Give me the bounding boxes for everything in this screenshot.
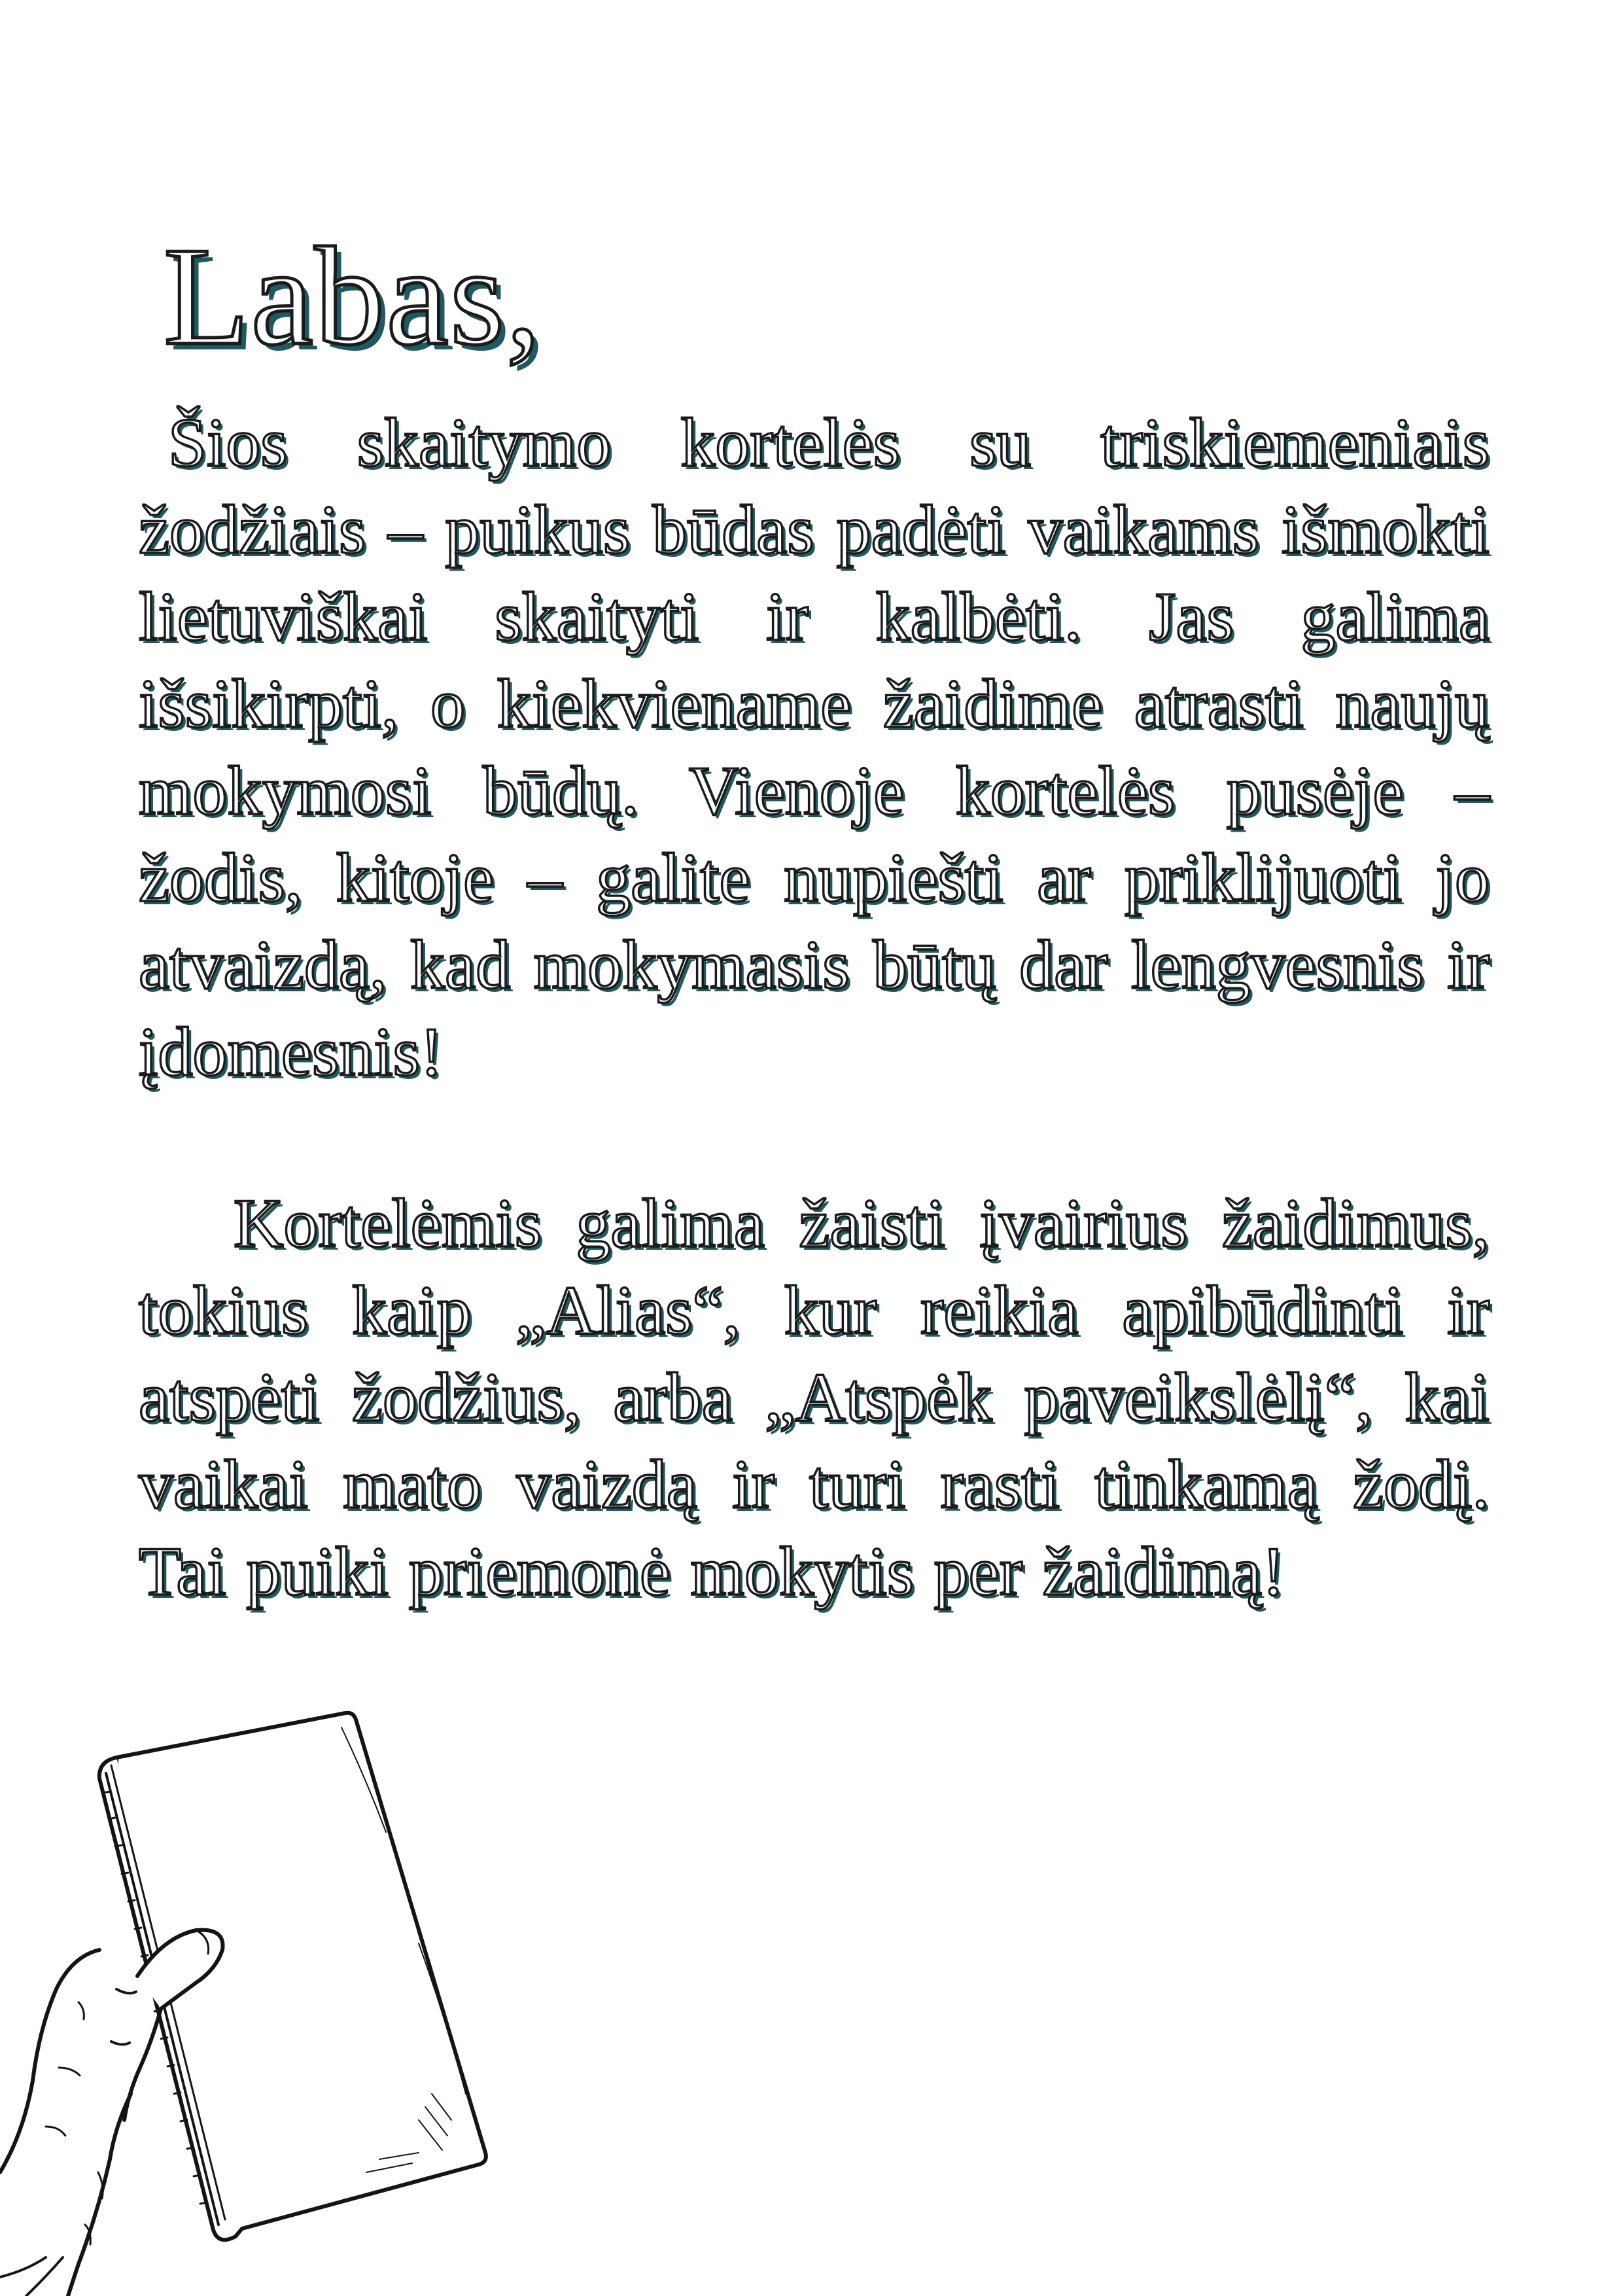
hand: [0, 1950, 99, 2172]
page-heading: Labas,: [164, 218, 543, 374]
paragraph-intro: Šios skaitymo kortelės su triskiemeniais žodžiais – puikus būdas padėti vaikams išmokti lietuviškai skaityti ir kalbėti. Jas galima išsikirpti, o kiekviename žaidime atrasti naujų mokymosi būdų. Vienoje kortelės pusėje – žodis, kitoje – galite nupiešti ar priklijuoti jo atvaizdą, kad mokymasis būtų dar lengvesnis ir įdomesnis!: [139, 404, 1490, 1090]
paragraph-games: Kortelėmis galima žaisti įvairius žaidimus, tokius kaip „Alias“, kur reikia apibūdinti ir atspėti žodžius, arba „Atspėk paveikslėlį“, kai vaikai mato vaizdą ir turi rasti tinkamą žodį. Tai puiki priemonė mokytis per žaidimą!: [139, 1185, 1490, 1610]
hand-holding-book-icon: [0, 1701, 497, 2296]
